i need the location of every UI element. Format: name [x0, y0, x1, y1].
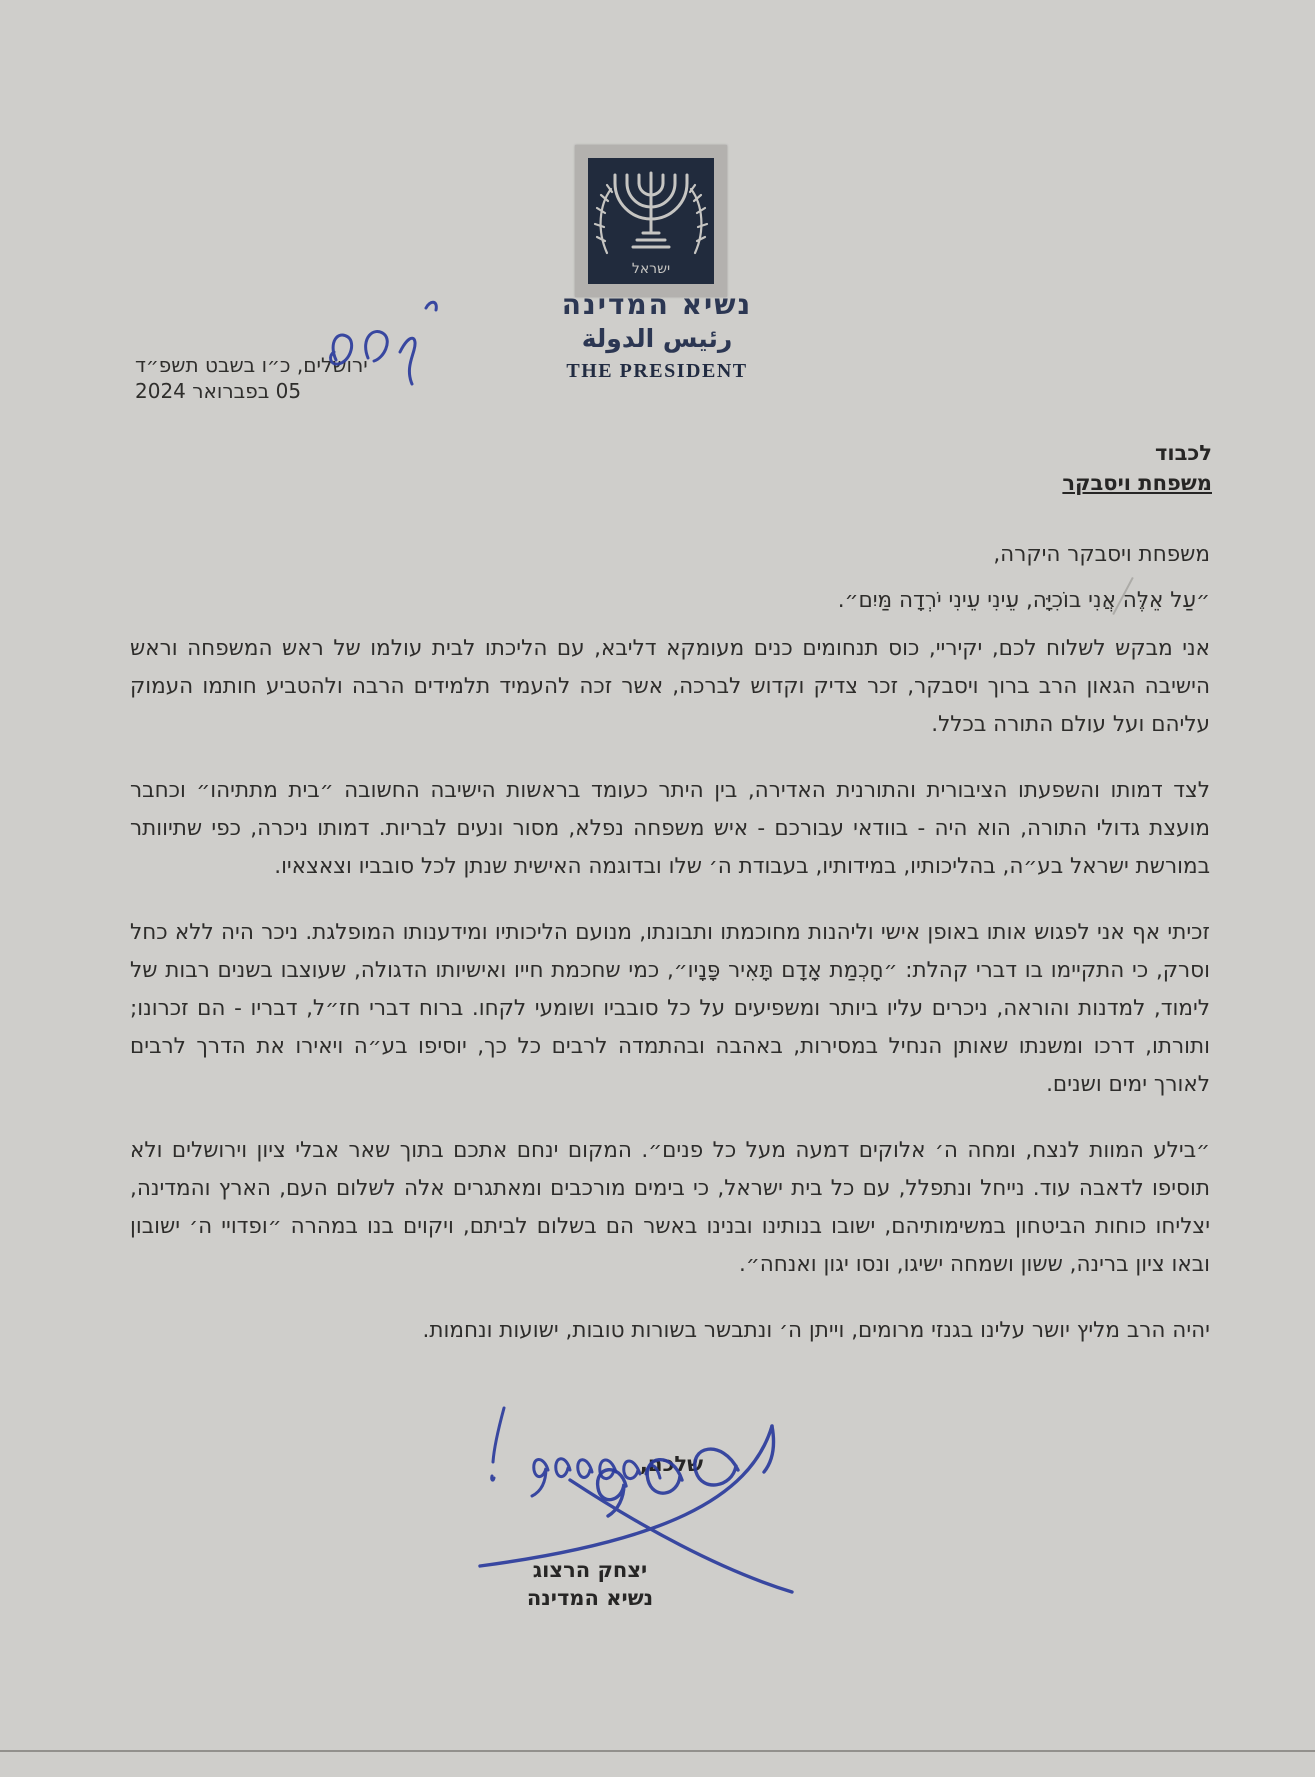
paragraph: יהיה הרב מליץ יושר עלינו בגנזי מרומים, וייתן ה׳ ונתבשר בשורות טובות, ישועות ונחמות. — [422, 1318, 1210, 1343]
letterhead-arabic-title: رئيس الدولة — [581, 324, 733, 353]
signature-block — [455, 1556, 725, 1612]
paragraph: לצד דמותו והשפעתו הציבורית והתורנית האדירה, בין היתר כעומד בראשות הישיבה החשובה ״בית מתתיהו״ וכחבר מועצת גדולי התורה, הוא היה - בוודאי עבורכם - איש משפחה נפלא, מסור ונעים לבריות. דמותו ניכרה, כפי שתיוותר במורשת ישראל בע״ה, בהליכותיו, במידותיו, בעבודת ה׳ שלו ובדוגמה האישית שנתן לכל סובביו וצאצאיו. — [130, 778, 1210, 879]
signer-title: נשיא המדינה — [526, 1586, 654, 1610]
gregorian-date: 05 בפברואר 2024 — [135, 379, 302, 403]
letterhead-english-title: THE PRESIDENT — [566, 360, 748, 382]
opening-quote: ״עַל אֵלֶּה אֲנִי בוֹכִיָּה, עֵינִי עֵינִי יֹרְדָה מַּיִם״. — [837, 588, 1210, 613]
letterhead-titles — [457, 288, 857, 386]
salutation: משפחת ויסבקר היקרה, — [993, 542, 1210, 567]
addressee-family: משפחת ויסבקר — [1062, 471, 1212, 495]
menorah-icon — [591, 161, 711, 281]
closing-printed: שלכם, — [639, 1452, 703, 1476]
paragraph: זכיתי אף אני לפגוש אותו באופן אישי וליהנות מחוכמתו ותבונתו, מנועם הליכותיו ומידענותו המופלגת. ניכר היה ללא כחל וסרק, כי התקיימו בו דברי קהלת: ״חָכְמַת אָדָם תָּאִיר פָּנָיו״, כמי שחכמת חייו ואישיותו הדגולה, שעוצבו בשנים רבות של לימוד, למדנות והוראה, ניכרים עליו ביותר ומשפיעים על כל סובביו ושומעי לקחו. ברוח דברי חז״ל, דבריו - הם זכרונו; ותורתו, דרכו ומשנתו שאותן הנחיל במסירות, באהבה ובהתמדה לרבים כל כך, יוסיפו בע״ה ויאירו את הדרך לרבים לאורך ימים ושנים. — [130, 920, 1210, 1097]
paragraph: ״בילע המוות לנצח, ומחה ה׳ אלוקים דמעה מעל כל פנים״. המקום ינחם אתכם בתוך שאר אבלי ציון וירושלים ולא תוסיפו לדאבה עוד. נייחל ונתפלל, עם כל בית ישראל, כי בימים מורכבים ומאתגרים אלה לשלום העם, הארץ והמדינה, יצליחו כוחות הביטחון במשימותיהם, ישובו בנותינו ובנינו באשר הם בשלום לביתם, ויקוים בנו במהרה ״ופדויי ה׳ ישובון ובאו ציון ברינה, ששון ושמחה ישיגו, ונסו יגון ואנחה״. — [130, 1138, 1210, 1277]
paragraph: אני מבקש לשלוח לכם, יקיריי, כוס תנחומים כנים מעומקא דליבא, עם הליכתו לבית עולמו של ראש המשפחה וראש הישיבה הגאון הרב ברוך ויסבקר, זכר צדיק וקדוש לברכה, אשר זכה להעמיד תלמידים הרבה ולהטביע חותמו העמוק עליהם ועל עולם התורה בכלל. — [130, 636, 1210, 737]
signer-name: יצחק הרצוג — [532, 1558, 648, 1582]
state-emblem-frame — [575, 145, 727, 297]
state-emblem — [588, 158, 714, 284]
scan-bottom-crease — [0, 1750, 1315, 1752]
handwritten-initials-icon — [322, 292, 452, 392]
to-label: לכבוד — [1155, 441, 1212, 465]
letter-body — [130, 536, 1210, 1378]
emblem-label: ישראל — [631, 261, 671, 277]
letterhead-hebrew-title: נשיא המדינה — [561, 288, 753, 321]
hebrew-date: ירושלים, כ״ו בשבט תשפ״ד — [135, 353, 368, 377]
addressee-block — [1062, 438, 1212, 498]
